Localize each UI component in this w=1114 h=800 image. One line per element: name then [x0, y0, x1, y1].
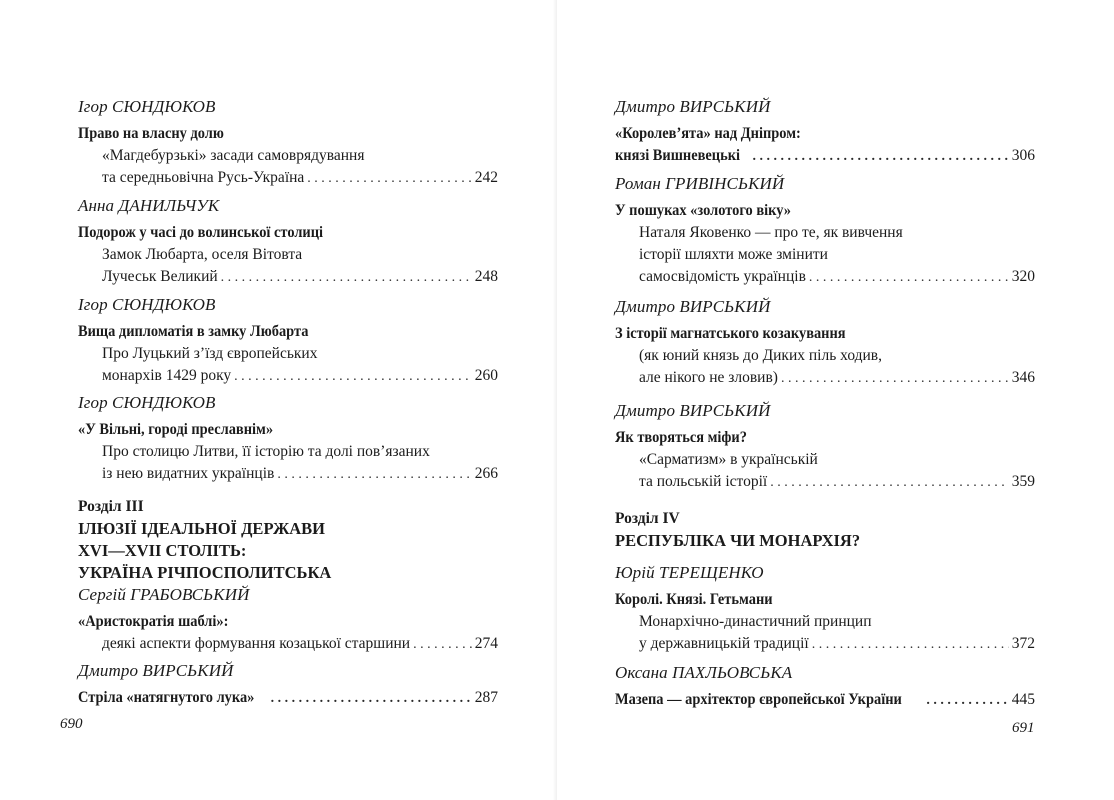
entry-subtitle-line: (як юний князь до Диких піль ходив, — [639, 347, 883, 364]
toc-entry — [78, 660, 498, 710]
entry-subtitle-line: «Сарматизм» в українській — [639, 451, 818, 468]
section-title-line: РЕСПУБЛІКА ЧИ МОНАРХІЯ? — [615, 531, 861, 550]
entry-title: Як творяться міфи? — [615, 429, 747, 446]
dot-leader — [234, 366, 472, 388]
toc-entry — [615, 296, 1035, 390]
entry-subtitle-line: Про Луцький з’їзд європейських — [102, 345, 318, 362]
section-title-line: XVI—XVII СТОЛІТЬ: — [78, 541, 247, 560]
entry-leader-line — [78, 463, 498, 486]
section-title-line: УКРАЇНА РІЧПОСПОЛИТСЬКА — [78, 563, 332, 582]
section-heading — [615, 508, 1035, 552]
entry-page-number[interactable]: 242 — [474, 169, 498, 186]
entry-title: З історії магнатського козакування — [615, 325, 846, 342]
toc-entry — [78, 294, 498, 388]
entry-leader-line — [615, 633, 1035, 656]
entry-subtitle-line: у державницькій традиції — [639, 635, 809, 652]
entry-author: Ігор СЮНДЮКОВ — [78, 97, 216, 116]
toc-entry — [615, 662, 1035, 712]
entry-subtitle-line: Про столицю Литви, її історію та долі пов’язаних — [102, 443, 430, 460]
entry-page-number[interactable]: 248 — [474, 268, 498, 285]
entry-subtitle-line: Лучеськ Великий — [102, 268, 218, 285]
entry-author: Оксана ПАХЛЬОВСЬКА — [615, 663, 793, 682]
entry-author: Сергій ГРАБОВСЬКИЙ — [78, 585, 250, 604]
toc-entry — [78, 392, 498, 486]
entry-leader-line — [615, 471, 1035, 494]
entry-subtitle-line: Монархічно-династичний принцип — [639, 613, 872, 630]
entry-leader-line — [615, 145, 1035, 168]
entry-leader-line — [78, 687, 498, 710]
section-heading — [78, 496, 498, 584]
entry-subtitle-line: самосвідомість українців — [639, 268, 806, 285]
dot-leader — [770, 472, 1009, 494]
entry-title: Королі. Князі. Гетьмани — [615, 591, 773, 608]
entry-title: «У Вільні, городі преславнім» — [78, 421, 274, 438]
entry-page-number[interactable]: 359 — [1011, 473, 1035, 490]
entry-title: Право на власну долю — [78, 125, 224, 142]
entry-subtitle-line: Наталя Яковенко — про те, як вивчення — [639, 224, 903, 241]
right-page — [557, 0, 1114, 800]
entry-title: «Королев’ята» над Дніпром: — [615, 125, 801, 142]
dot-leader — [307, 168, 471, 190]
entry-title: Вища дипломатія в замку Любарта — [78, 323, 309, 340]
dot-leader — [221, 267, 472, 289]
section-title-line: ІЛЮЗІЇ ІДЕАЛЬНОЇ ДЕРЖАВИ — [78, 519, 326, 538]
entry-author: Анна ДАНИЛЬЧУК — [78, 196, 220, 215]
entry-author: Дмитро ВИРСЬКИЙ — [615, 401, 771, 420]
dot-leader — [812, 634, 1009, 656]
entry-title: Стріла «натягнутого лука» — [78, 689, 255, 706]
entry-leader-line — [78, 633, 498, 656]
toc-entry — [615, 400, 1035, 494]
toc-entry — [78, 584, 498, 656]
section-label: Розділ IV — [615, 510, 680, 527]
entry-page-number[interactable]: 287 — [474, 689, 498, 706]
entry-subtitle-line: «Магдебурзькі» засади самоврядування — [102, 147, 365, 164]
toc-entry — [78, 96, 498, 190]
entry-author: Ігор СЮНДЮКОВ — [78, 393, 216, 412]
entry-subtitle-line: деякі аспекти формування козацької старшини — [102, 635, 411, 652]
entry-subtitle-line: Замок Любарта, оселя Вітовта — [102, 246, 303, 263]
entry-leader-line — [615, 689, 1035, 712]
entry-subtitle-line: історії шляхти може змінити — [639, 246, 828, 263]
entry-page-number[interactable]: 274 — [474, 635, 498, 652]
entry-author: Роман ГРИВІНСЬКИЙ — [615, 174, 785, 193]
entry-leader-line — [78, 365, 498, 388]
section-label: Розділ III — [78, 498, 144, 515]
dot-leader — [277, 464, 471, 486]
entry-author: Дмитро ВИРСЬКИЙ — [615, 97, 771, 116]
page-number: 690 — [60, 716, 83, 732]
entry-subtitle-line: та польській історії — [639, 473, 768, 490]
dot-leader — [271, 688, 472, 710]
dot-leader — [926, 690, 1008, 712]
entry-author: Ігор СЮНДЮКОВ — [78, 295, 216, 314]
entry-title: Мазепа — архітектор європейської України — [615, 691, 902, 708]
entry-leader-line — [78, 266, 498, 289]
entry-page-number[interactable]: 445 — [1011, 691, 1035, 708]
entry-page-number[interactable]: 320 — [1011, 268, 1035, 285]
entry-subtitle-line: але нікого не зловив) — [639, 369, 778, 386]
entry-title: князі Вишневецькі — [615, 147, 741, 164]
entry-subtitle-line: із нею видатних українців — [102, 465, 275, 482]
toc-entry — [615, 562, 1035, 656]
toc-entry — [78, 195, 498, 289]
entry-page-number[interactable]: 372 — [1011, 635, 1035, 652]
entry-page-number[interactable]: 306 — [1011, 147, 1035, 164]
entry-page-number[interactable]: 260 — [474, 367, 498, 384]
entry-page-number[interactable]: 266 — [474, 465, 498, 482]
entry-page-number[interactable]: 346 — [1011, 369, 1035, 386]
toc-entry — [615, 173, 1035, 289]
dot-leader — [752, 146, 1008, 168]
page-number: 691 — [1012, 720, 1035, 736]
entry-subtitle-line: та середньовічна Русь-Україна — [102, 169, 305, 186]
dot-leader — [809, 267, 1009, 289]
dot-leader — [413, 634, 472, 656]
entry-title: Подорож у часі до волинської столиці — [78, 224, 324, 241]
dot-leader — [781, 368, 1009, 390]
entry-leader-line — [615, 266, 1035, 289]
toc-entry — [615, 96, 1035, 168]
entry-leader-line — [615, 367, 1035, 390]
entry-title: У пошуках «золотого віку» — [615, 202, 791, 219]
entry-author: Дмитро ВИРСЬКИЙ — [78, 661, 234, 680]
entry-leader-line — [78, 167, 498, 190]
entry-author: Юрій ТЕРЕЩЕНКО — [615, 563, 764, 582]
entry-subtitle-line: монархів 1429 року — [102, 367, 232, 384]
entry-title: «Аристократія шаблі»: — [78, 613, 229, 630]
entry-author: Дмитро ВИРСЬКИЙ — [615, 297, 771, 316]
